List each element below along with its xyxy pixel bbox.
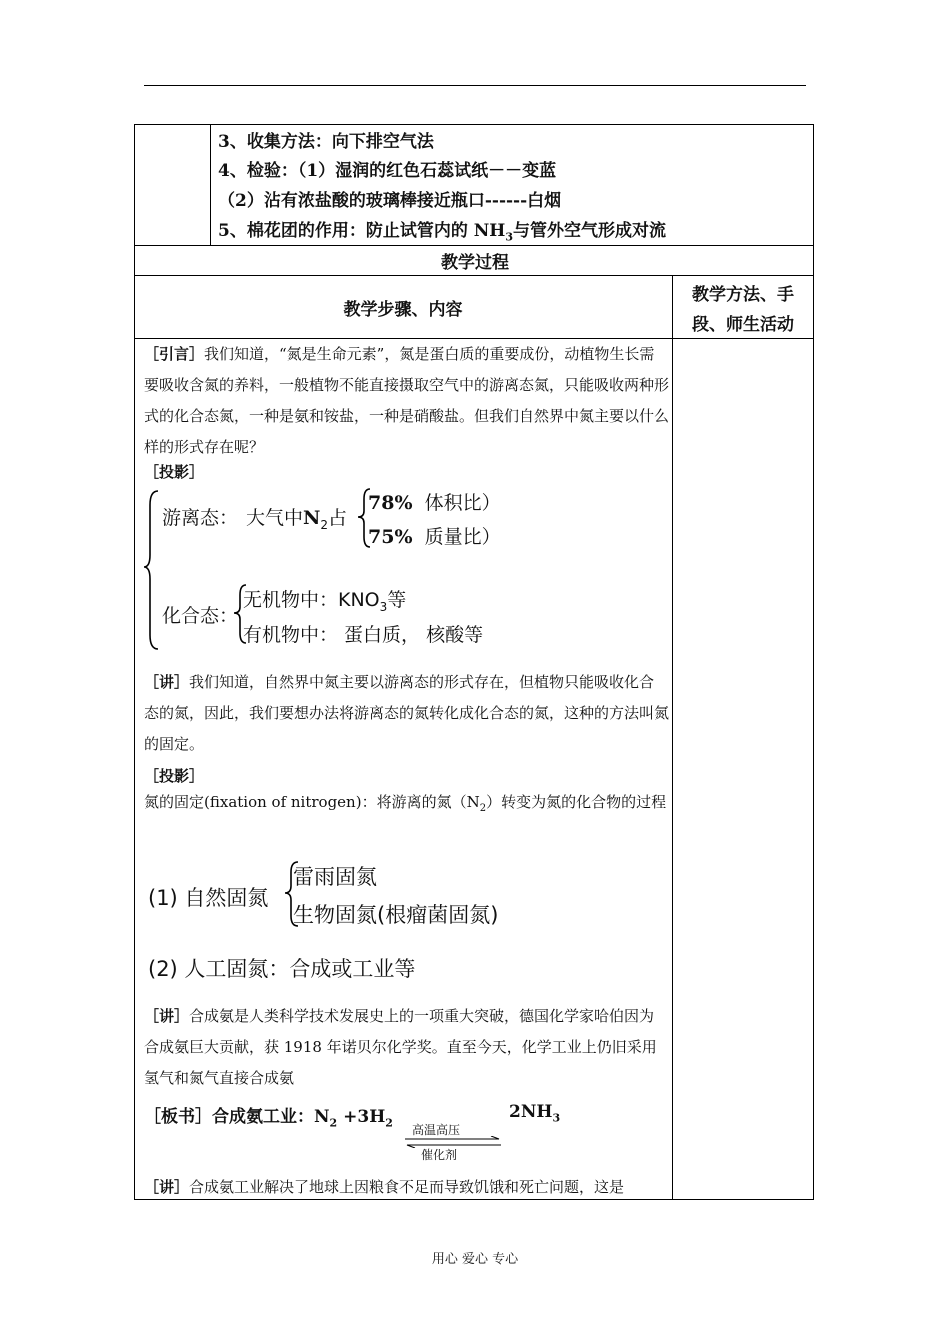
page-footer: 用心 爱心 专心 — [431, 1252, 519, 1267]
intro-paragraph: ［引言］我们知道，“氮是生命元素”，氮是蛋白质的重要成份，动植物生长需要吸收含氮的养料，一般植物不能直接摄取空气中的游离态氮，只能吸收两种形式的化合态氮，一种是氨和铵盐，一种是硝酸盐。但我们自然界中氮主要以什么样的形式存在呢？ — [144, 345, 670, 456]
projection-tag-2: ［投影］ — [144, 767, 205, 785]
biological-fixation: 生物固氮(根瘤菌固氮) — [293, 903, 499, 927]
natural-fixation: (1) 自然固氮 — [148, 886, 269, 910]
lecture-paragraph-1: ［讲］我们知道，自然界中氮主要以游离态的形式存在，但植物只能吸收化合态的氮，因此，我们要想办法将游离态的氮转化成化合态的氮，这种的方法叫氮的固定。 — [144, 673, 670, 753]
section-title: 教学过程 — [441, 253, 509, 273]
reaction-condition-bottom: 催化剂 — [421, 1148, 458, 1162]
row-divider-2 — [134, 275, 814, 276]
projection-tag-1: ［投影］ — [144, 463, 205, 481]
board-note: ［板书］合成氨工业：$N_2 +3H_2$ — [144, 1107, 393, 1130]
col-header-right-2: 段、师生活动 — [692, 315, 794, 335]
combined-state-label: 化合态： — [162, 605, 239, 627]
col-header-left: 教学步骤、内容 — [343, 300, 463, 320]
reaction-product: $2NH_3$ — [509, 1102, 561, 1125]
row-divider-1 — [134, 245, 814, 246]
free-state-label: 游离态： — [162, 507, 239, 529]
lightning-fixation: 雷雨固氮 — [293, 865, 377, 889]
col-header-right-1: 教学方法、手 — [692, 285, 794, 305]
inorganic-line: 无机物中：$KNO_3$等 — [243, 589, 407, 614]
col-divider-main — [672, 275, 673, 1200]
organic-line: 有机物中： 蛋白质， 核酸等 — [243, 624, 484, 646]
mass-ratio: 75% 质量比） — [368, 526, 501, 548]
reaction-condition-top: 高温高压 — [412, 1123, 461, 1137]
fixation-definition: 氮的固定(fixation of nitrogen)：将游离的氮$(N_2)$转变为氮的化合物的过程 — [144, 793, 667, 814]
outer-brace — [144, 491, 158, 649]
col-divider-top — [210, 124, 211, 245]
cotton-function: 5、棉花团的作用：防止试管内的 $NH_3$与管外空气形成对流 — [218, 221, 667, 244]
lecture-paragraph-3: ［讲］合成氨工业解决了地球上因粮食不足而导致饥饿和死亡问题，这是 — [144, 1178, 625, 1196]
volume-ratio: 78% 体积比） — [368, 492, 501, 514]
test-method-2: （2）沾有浓盐酸的玻璃棒接近瓶口------白烟 — [218, 191, 562, 211]
lecture-paragraph-2: ［讲］合成氨是人类科学技术发展史上的一项重大突破，德国化学家哈伯因为合成氨巨大贡献，获 1918 年诺贝尔化学奖。直至今天，化学工业上仍旧采用氢气和氮气直接合成氨 — [144, 1007, 657, 1087]
free-state-desc: 大气中$N_2$占 — [246, 507, 348, 532]
artificial-fixation: (2) 人工固氮：合成或工业等 — [148, 957, 416, 981]
test-method: 4、检验：（1）湿润的红色石蕊试纸－－变蓝 — [218, 161, 557, 181]
header-rule — [144, 85, 806, 86]
collection-method: 3、收集方法：向下排空气法 — [218, 132, 434, 152]
